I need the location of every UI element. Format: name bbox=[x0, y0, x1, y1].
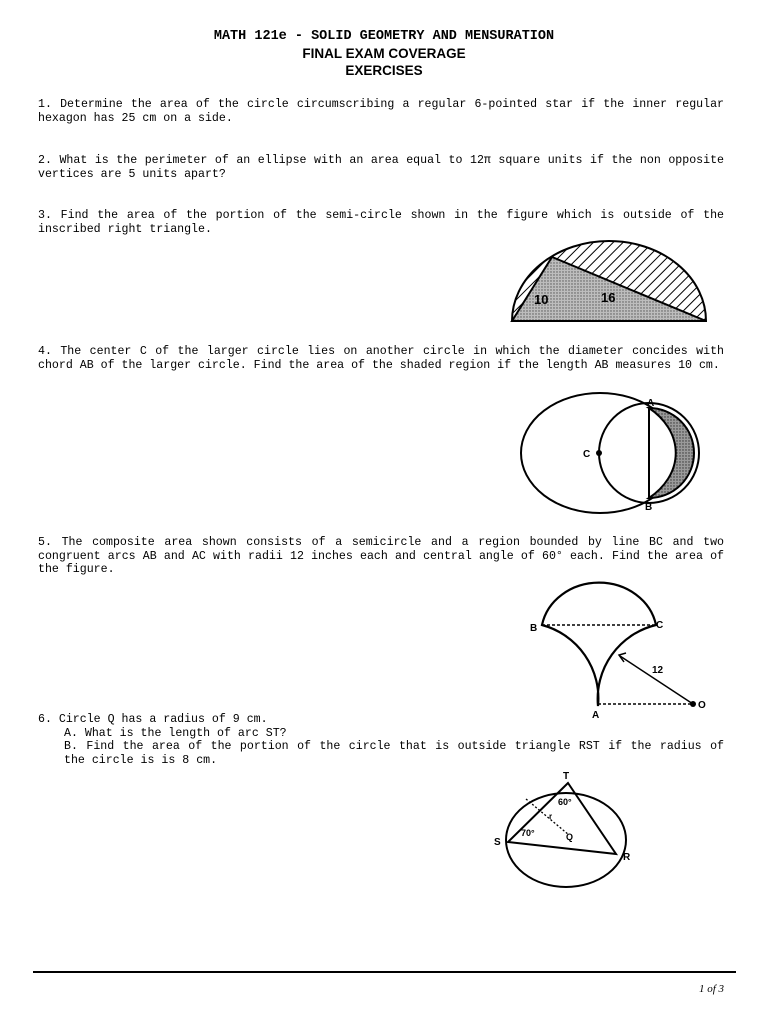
radius-label-12: 12 bbox=[652, 665, 664, 676]
leg-label-10: 10 bbox=[534, 292, 549, 307]
point-label-b: B bbox=[530, 623, 538, 634]
point-label-o: O bbox=[698, 700, 706, 711]
point-o-dot bbox=[690, 701, 696, 707]
question-2: 2. What is the perimeter of an ellipse with an area equal to 12π square units if the non opposite vertices are 5 units apart? bbox=[38, 154, 724, 181]
question-6-stem: 6. Circle Q has a radius of 9 cm. bbox=[38, 713, 268, 726]
angle-label-70: 70° bbox=[521, 828, 535, 838]
radius-arrow bbox=[620, 656, 693, 704]
angle-label-60: 60° bbox=[558, 797, 572, 807]
page-number: 1 of 3 bbox=[698, 983, 724, 995]
question-4: 4. The center C of the larger circle lies on another circle in which the diameter concides with chord AB of the larger circle. Find the area of the shaded region if the length AB measures 10 cm. bbox=[38, 345, 724, 372]
center-c-dot bbox=[596, 450, 602, 456]
question-5: 5. The composite area shown consists of a semicircle and a region bounded by line BC and two congruent arcs AB and AC with radii 12 inches each and central angle of 60° each. Find the area of the figure. bbox=[38, 536, 724, 577]
vertex-label-t: T bbox=[563, 771, 570, 782]
figure-composite-area bbox=[528, 574, 714, 720]
question-1: 1. Determine the area of the circle circumscribing a regular 6-pointed star if the inner regular hexagon has 25 cm on a side. bbox=[38, 98, 724, 125]
point-label-c: C bbox=[656, 620, 664, 631]
figure-circle-triangle bbox=[492, 768, 640, 892]
point-label-a: A bbox=[647, 398, 655, 409]
vertex-label-s: S bbox=[494, 837, 501, 848]
point-label-a: A bbox=[592, 710, 600, 720]
question-6-part-b: B. Find the area of the portion of the circle that is outside triangle RST if the radius of the circle is is 8 cm. bbox=[64, 740, 724, 767]
leg-label-16: 16 bbox=[601, 290, 616, 305]
course-title: MATH 121e - SOLID GEOMETRY AND MENSURATION bbox=[213, 29, 555, 44]
exercises-title: EXERCISES bbox=[345, 63, 423, 78]
question-6-part-a: A. What is the length of arc ST? bbox=[64, 726, 287, 740]
figure-semicircle-triangle bbox=[508, 238, 710, 326]
radius-label-r: r bbox=[549, 812, 553, 821]
point-label-b: B bbox=[645, 502, 653, 513]
exam-coverage-title: FINAL EXAM COVERAGE bbox=[302, 46, 466, 61]
point-label-c: C bbox=[583, 449, 591, 460]
document-header bbox=[0, 28, 768, 79]
center-label-q: Q bbox=[566, 832, 574, 842]
footer-rule bbox=[33, 971, 736, 973]
question-3: 3. Find the area of the portion of the semi-circle shown in the figure which is outside of the inscribed right triangle. bbox=[38, 209, 724, 236]
composite-outline bbox=[542, 583, 656, 706]
vertex-label-r: R bbox=[623, 852, 631, 863]
figure-two-circles bbox=[514, 386, 706, 520]
question-6 bbox=[38, 713, 724, 767]
